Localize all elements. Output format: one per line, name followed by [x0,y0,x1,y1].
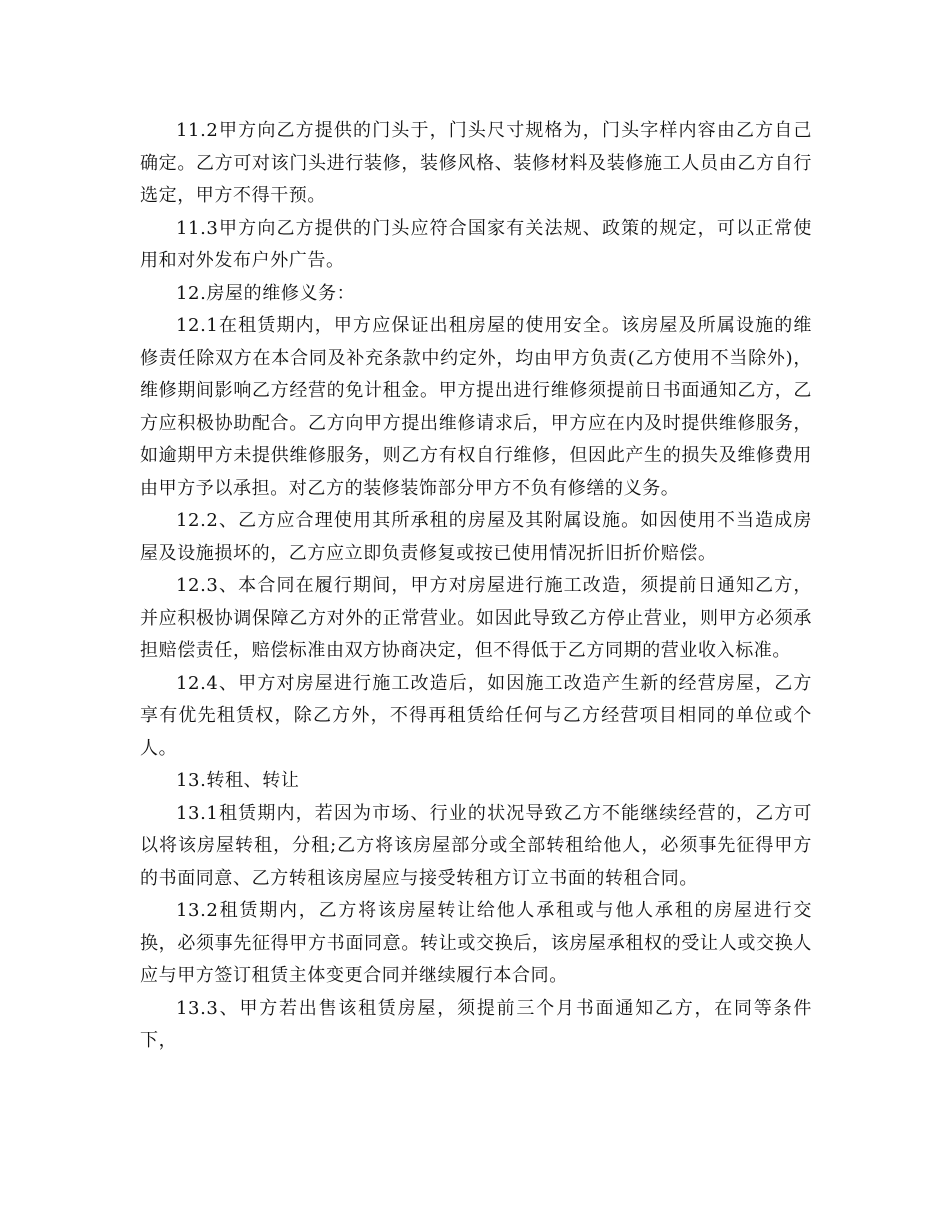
clause-12-4: 12.4、甲方对房屋进行施工改造后，如因施工改造产生新的经营房屋，乙方享有优先租赁权，除乙方外，不得再租赁给任何与乙方经营项目相同的单位或个人。 [140,672,812,759]
clause-13-1: 13.1租赁期内，若因为市场、行业的状况导致乙方不能继续经营的，乙方可以将该房屋转租，分租;乙方将该房屋部分或全部转租给他人，必须事先征得甲方的书面同意、乙方转租该房屋应与接受转租方订立书面的转租合同。 [140,802,812,889]
section-heading-12: 12.房屋的维修义务： [176,282,356,304]
section-heading-13: 13.转租、转让 [176,770,300,791]
clause-12-3: 12.3、本合同在履行期间，甲方对房屋进行施工改造，须提前日通知乙方，并应积极协调保障乙方对外的正常营业。如因此导致乙方停止营业，则甲方必须承担赔偿责任，赔偿标准由双方协商决定，但不得低于乙方同期的营业收入标准。 [140,575,812,661]
clause-13-2: 13.2租赁期内，乙方将该房屋转让给他人承租或与他人承租的房屋进行交换，必须事先征得甲方书面同意。转让或交换后，该房屋承租权的受让人或交换人应与甲方签订租赁主体变更合同并继续履行本合同。 [140,900,812,986]
clause-13-3: 13.3、甲方若出售该租赁房屋，须提前三个月书面通知乙方，在同等条件下， [140,997,812,1051]
clause-12-2: 12.2、乙方应合理使用其所承租的房屋及其附属设施。如因使用不当造成房屋及设施损坏的，乙方应立即负责修复或按已使用情况折旧折价赔偿。 [140,510,812,564]
document-body [140,115,812,1058]
clause-11-2: 11.2甲方向乙方提供的门头于，门头尺寸规格为，门头字样内容由乙方自己确定。乙方可对该门头进行装修，装修风格、装修材料及装修施工人员由乙方自行选定，甲方不得干预。 [140,120,812,206]
clause-11-3: 11.3甲方向乙方提供的门头应符合国家有关法规、政策的规定，可以正常使用和对外发布户外广告。 [140,217,812,271]
clause-12-1: 12.1在租赁期内，甲方应保证出租房屋的使用安全。该房屋及所属设施的维修责任除双方在本合同及补充条款中约定外，均由甲方负责(乙方使用不当除外)，维修期间影响乙方经营的免计租金。甲方提出进行维修须提前日书面通知乙方，乙方应积极协助配合。乙方向甲方提出维修请求后，甲方应在内及时提供维修服务，如逾期甲方未提供维修服务，则乙方有权自行维修，但因此产生的损失及维修费用由甲方予以承担。对乙方的装修装饰部分甲方不负有修缮的义务。 [140,315,812,499]
